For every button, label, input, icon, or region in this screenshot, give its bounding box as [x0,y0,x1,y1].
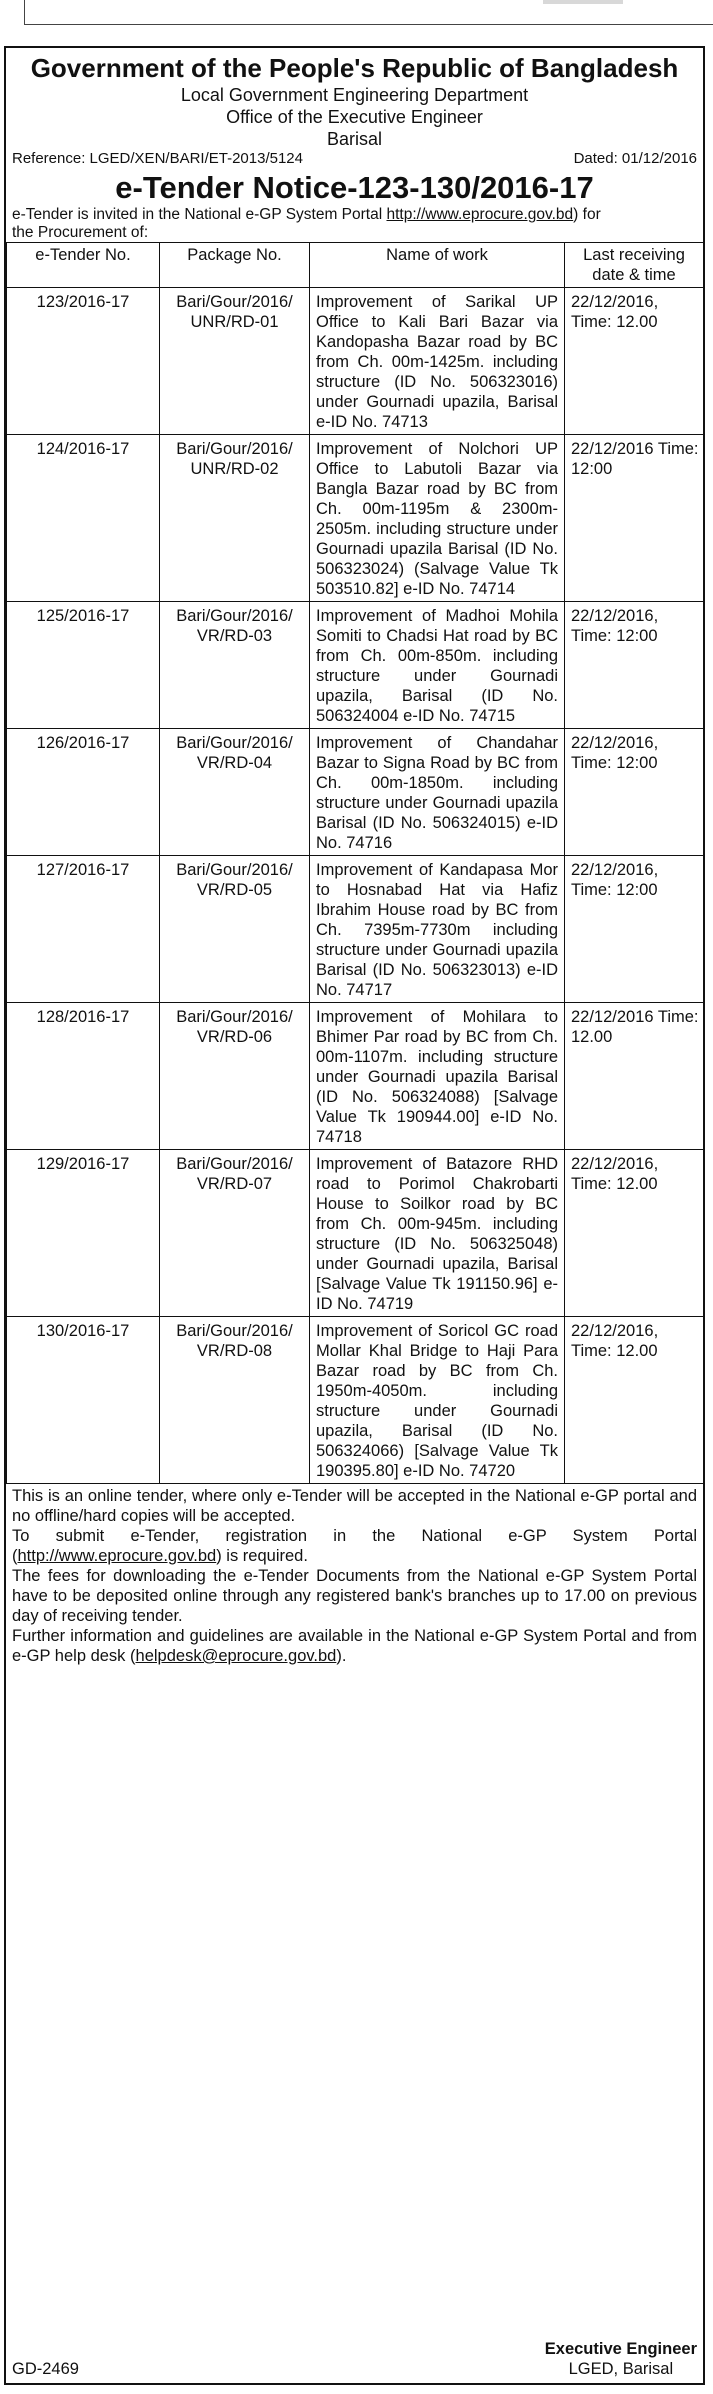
header-name-of-work: Name of work [310,243,565,288]
receiving-date: 22/12/2016, Time: 12.00 [565,1317,704,1484]
intro-text-before: e-Tender is invited in the National e-GP System Portal [12,206,387,223]
notes-section [6,1484,703,1666]
signature-block [545,2339,697,2379]
tender-no: 127/2016-17 [7,856,160,1003]
tender-no: 128/2016-17 [7,1003,160,1150]
table-header-row [7,243,704,288]
note-registration [12,1526,697,1566]
tender-table [6,242,704,1484]
tender-no: 123/2016-17 [7,288,160,435]
work-name: Improvement of Soricol GC road Mollar Khal Bridge to Haji Para Bazar road by BC from Ch. 1950m-4050m. including structure under Gournadi upazila, Barisal (ID No. 506324066) [Salvage Value Tk 190395.80] e-ID No. 74720 [310,1317,565,1484]
notice-date: Dated: 01/12/2016 [573,150,697,167]
tender-notice [4,46,705,2385]
tender-no: 125/2016-17 [7,602,160,729]
note-helpdesk-after: ). [336,1647,347,1665]
receiving-date: 22/12/2016, Time: 12:00 [565,856,704,1003]
faded-text-remnant [543,0,623,4]
department-name: Local Government Engineering Department [180,85,529,105]
package-no: Bari/Gour/2016/ UNR/RD-01 [160,288,310,435]
portal-link[interactable]: http://www.eprocure.gov.bd [386,206,574,223]
note-helpdesk-before: Further information and guidelines are available in the National e-GP System Portal and from e-GP help desk ( [12,1627,697,1665]
package-no: Bari/Gour/2016/ VR/RD-08 [160,1317,310,1484]
table-row [7,435,704,602]
intro-line2: the Procurement of: [12,224,149,241]
package-no: Bari/Gour/2016/ VR/RD-07 [160,1150,310,1317]
previous-page-edge [0,0,713,26]
package-no: Bari/Gour/2016/ VR/RD-05 [160,856,310,1003]
work-name: Improvement of Batazore RHD road to Porimol Chakrobarti House to Soilkor road by BC from Ch. 00m-945m. including structure (ID No. 506325048) under Gournadi upazila, Barisal [Salvage Value Tk 191150.96] e-ID No. 74719 [310,1150,565,1317]
note-helpdesk [12,1626,697,1666]
package-no: Bari/Gour/2016/ VR/RD-06 [160,1003,310,1150]
package-no: Bari/Gour/2016/ VR/RD-04 [160,729,310,856]
package-no: Bari/Gour/2016/ VR/RD-03 [160,602,310,729]
table-row [7,1317,704,1484]
receiving-date: 22/12/2016 Time: 12:00 [565,435,704,602]
tender-no: 124/2016-17 [7,435,160,602]
registration-portal-link[interactable]: http://www.eprocure.gov.bd [17,1547,217,1565]
work-name: Improvement of Chandahar Bazar to Signa Road by BC from Ch. 00m-1850m. including structure under Gournadi upazila Barisal (ID No. 506324015) e-ID No. 74716 [310,729,565,856]
gd-code: GD-2469 [12,2360,79,2378]
government-title: Government of the People's Republic of Bangladesh [30,53,679,83]
city-name: Barisal [326,129,383,149]
reference-number: Reference: LGED/XEN/BARI/ET-2013/5124 [12,150,303,167]
work-name: Improvement of Nolchori UP Office to Labutoli Bazar via Bangla Bazar road by BC from Ch. 00m-1195m & 2300m-2505m. including structure under Gournadi upazila Barisal (ID No. 506323024) (Salvage Value Tk 503510.82] e-ID No. 74714 [310,435,565,602]
table-row [7,729,704,856]
header-package-no: Package No. [160,243,310,288]
table-row [7,602,704,729]
table-row [7,856,704,1003]
notice-header [6,52,703,150]
notice-title: e-Tender Notice-123-130/2016-17 [115,170,594,205]
header-last-date: Last receiving date & time [565,243,704,288]
package-no: Bari/Gour/2016/ UNR/RD-02 [160,435,310,602]
tender-no: 130/2016-17 [7,1317,160,1484]
receiving-date: 22/12/2016, Time: 12.00 [565,1150,704,1317]
note-registration-before: To submit e-Tender, registration in the National e-GP System Portal ( [12,1527,697,1565]
receiving-date: 22/12/2016 Time: 12.00 [565,1003,704,1150]
table-row [7,1150,704,1317]
helpdesk-email-link[interactable]: helpdesk@eprocure.gov.bd [135,1647,337,1665]
work-name: Improvement of Kandapasa Mor to Hosnabad Hat via Hafiz Ibrahim House road by BC from Ch. 7395m-7730m including structure under Gournadi upazila Barisal (ID No. 506323013) e-ID No. 74717 [310,856,565,1003]
note-fees: The fees for downloading the e-Tender Documents from the National e-GP System Portal have to be deposited online through any registered bank's branches up to 17.00 on previous day of receiving tender. [12,1567,697,1625]
work-name: Improvement of Madhoi Mohila Somiti to Chadsi Hat road by BC from Ch. 00m-850m. including structure under Gournadi upazila, Barisal (ID No. 506324004 e-ID No. 74715 [310,602,565,729]
notice-footer [12,2339,697,2379]
intro-text [6,206,703,242]
table-row [7,288,704,435]
reference-row [6,150,703,168]
receiving-date: 22/12/2016, Time: 12:00 [565,729,704,856]
signatory-title: Executive Engineer [544,2340,697,2358]
receiving-date: 22/12/2016, Time: 12.00 [565,288,704,435]
work-name: Improvement of Sarikal UP Office to Kali Bari Bazar via Kandopasha Bazar road by BC from Ch. 00m-1425m. including structure (ID No. 506323016) under Gournadi upazila, Barisal e-ID No. 74713 [310,288,565,435]
note-online-tender: This is an online tender, where only e-Tender will be accepted in the National e-GP portal and no offline/hard copies will be accepted. [12,1487,697,1525]
table-row [7,1003,704,1150]
signatory-office: LGED, Barisal [568,2360,674,2378]
work-name: Improvement of Mohilara to Bhimer Par road by BC from Ch. 00m-1107m. including structure under Gournadi upazila Barisal (ID No. 506324088) [Salvage Value Tk 190944.00] e-ID No. 74718 [310,1003,565,1150]
intro-text-after: ) for [573,206,601,223]
tender-no: 126/2016-17 [7,729,160,856]
office-name: Office of the Executive Engineer [226,107,483,127]
note-registration-after: ) is required. [216,1547,308,1565]
previous-page-border-bottom [24,24,713,25]
receiving-date: 22/12/2016, Time: 12:00 [565,602,704,729]
header-tender-no: e-Tender No. [7,243,160,288]
previous-page-border-left [24,0,25,24]
tender-no: 129/2016-17 [7,1150,160,1317]
